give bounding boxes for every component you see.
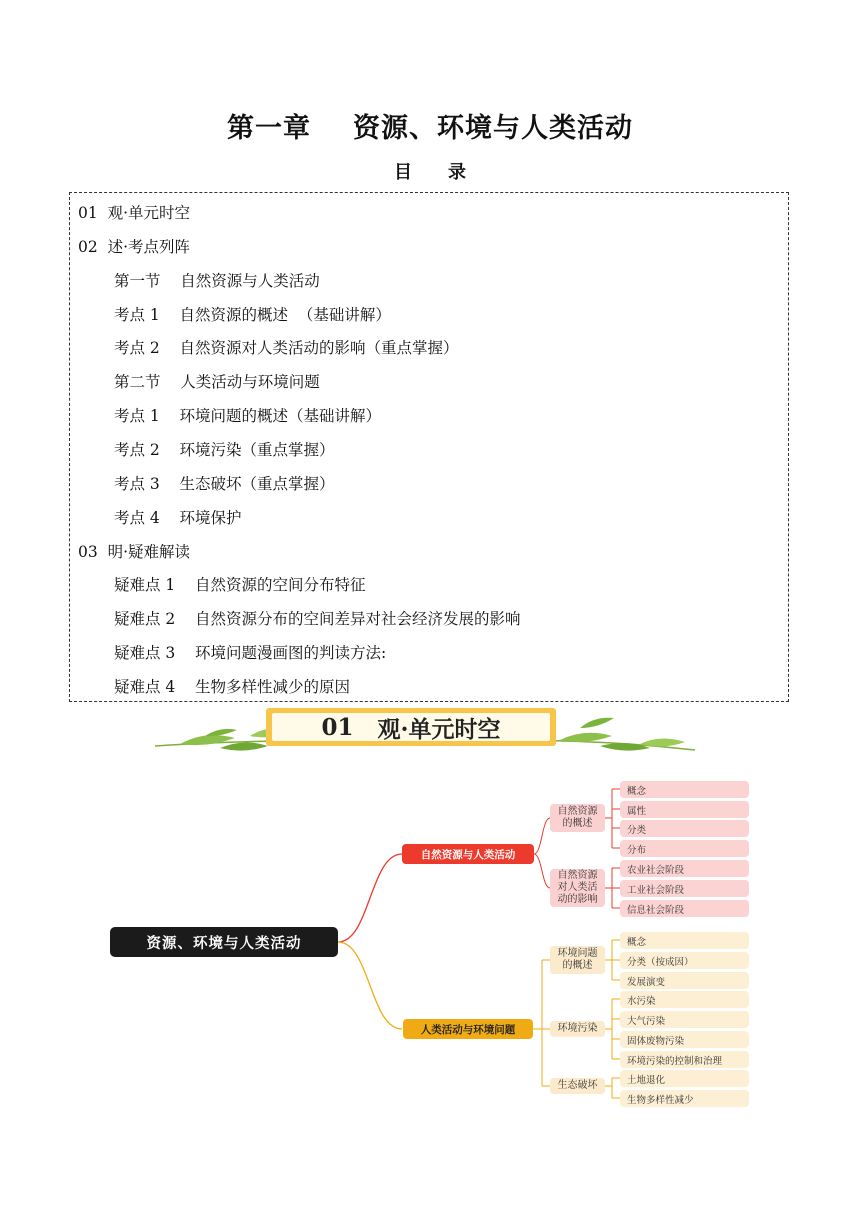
mindmap-leaf: 固体废物污染	[620, 1031, 749, 1048]
banner-frame	[266, 708, 556, 746]
banner-number: 01	[321, 713, 354, 741]
mindmap-leaf: 分布	[620, 840, 749, 857]
mindmap-leaf: 水污染	[620, 991, 749, 1008]
mindmap-leaf: 生物多样性减少	[620, 1090, 749, 1107]
chapter-title	[0, 106, 860, 145]
mindmap-leaf: 工业社会阶段	[620, 880, 749, 897]
mindmap-leaf: 大气污染	[620, 1011, 749, 1028]
section-banner	[150, 706, 710, 766]
mindmap-leaf: 属性	[620, 801, 749, 818]
toc-item[interactable]: 考点 2 环境污染（重点掌握）	[114, 441, 335, 459]
toc-item[interactable]: 疑难点 1 自然资源的空间分布特征	[114, 576, 366, 594]
mindmap-leaf: 环境污染的控制和治理	[620, 1051, 749, 1068]
mindmap-branch-natural-resources: 自然资源与人类活动	[402, 844, 534, 864]
table-of-contents	[69, 192, 789, 702]
toc-item[interactable]: 考点 1 环境问题的概述（基础讲解）	[114, 407, 381, 425]
chapter-name: 资源、环境与人类活动	[353, 113, 633, 144]
mindmap-leaf: 分类（按成因）	[620, 952, 749, 969]
mindmap-mid-node: 自然资源 的概述	[550, 804, 605, 832]
mindmap-leaf: 概念	[620, 781, 749, 798]
mindmap-mid-node: 自然资源 对人类活 动的影响	[550, 869, 605, 907]
mind-map	[100, 772, 760, 1112]
mindmap-leaf: 发展演变	[620, 972, 749, 989]
toc-item[interactable]: 疑难点 4 生物多样性减少的原因	[114, 678, 350, 696]
mindmap-leaf: 分类	[620, 820, 749, 837]
mindmap-leaf: 信息社会阶段	[620, 900, 749, 917]
banner-label: 观·单元时空	[377, 715, 501, 743]
toc-item[interactable]: 03 明·疑难解读	[78, 543, 191, 561]
toc-item[interactable]: 疑难点 3 环境问题漫画图的判读方法:	[114, 644, 387, 662]
toc-heading: 目录	[394, 162, 502, 183]
chapter-number: 第一章	[227, 113, 311, 144]
mindmap-mid-node: 环境问题 的概述	[550, 946, 605, 974]
mindmap-branch-environment: 人类活动与环境问题	[403, 1019, 533, 1039]
toc-item[interactable]: 考点 3 生态破坏（重点掌握）	[114, 475, 335, 493]
mindmap-mid-node: 环境污染	[550, 1021, 605, 1037]
toc-item[interactable]: 考点 2 自然资源对人类活动的影响（重点掌握）	[114, 339, 459, 357]
toc-item[interactable]: 第二节 人类活动与环境问题	[114, 373, 320, 391]
mindmap-leaf: 概念	[620, 932, 749, 949]
toc-item[interactable]: 01 观·单元时空	[78, 204, 191, 222]
mindmap-root: 资源、环境与人类活动	[110, 927, 338, 957]
toc-item[interactable]: 第一节 自然资源与人类活动	[114, 272, 320, 290]
mindmap-leaf: 土地退化	[620, 1070, 749, 1087]
toc-item[interactable]: 疑难点 2 自然资源分布的空间差异对社会经济发展的影响	[114, 610, 521, 628]
toc-item[interactable]: 02 述·考点列阵	[78, 238, 191, 256]
toc-item[interactable]: 考点 1 自然资源的概述 （基础讲解）	[114, 306, 391, 324]
mindmap-leaf: 农业社会阶段	[620, 860, 749, 877]
toc-item[interactable]: 考点 4 环境保护	[114, 509, 242, 527]
mindmap-mid-node: 生态破坏	[550, 1078, 605, 1094]
